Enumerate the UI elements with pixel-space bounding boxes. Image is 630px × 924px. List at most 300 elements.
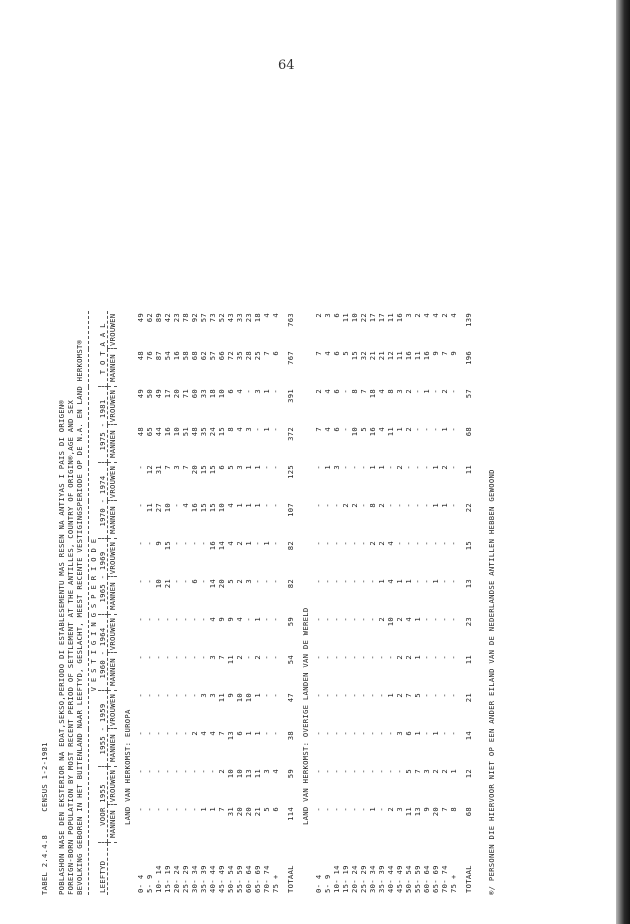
period-header: T O T A A L [98,311,108,387]
cell-value: - [440,617,449,622]
cell-value: 4 [422,313,431,318]
cell-value: 89 [154,313,163,323]
cell-value: 9 [226,693,235,698]
cell-value: - [440,693,449,698]
cell-value: 13 [413,807,422,817]
cell-value: 2 [413,313,422,318]
cell-value: 1 [386,693,395,698]
age-group: 50- 54 [226,865,235,893]
cell-value: 5 [226,465,235,470]
cell-value: - [377,693,386,698]
total-value: 47 [286,693,295,703]
cell-value: 28 [244,351,253,361]
cell-value: - [172,655,181,660]
cell-value: 2 [377,617,386,622]
cell-value: 10 [350,427,359,437]
cell-value: 10 [154,579,163,589]
cell-value: 4 [386,579,395,584]
age-group: 75 + [449,874,458,893]
cell-value: - [341,389,350,394]
cell-value: 24 [208,427,217,437]
table-row [350,311,359,895]
table-row [190,311,199,895]
cell-value: 2 [395,465,404,470]
cell-value: 33 [199,389,208,399]
cell-value: 2 [190,731,199,736]
cell-value: 14 [217,541,226,551]
cell-value: - [163,769,172,774]
age-group: 0- 4 [314,874,323,893]
cell-value: 10 [235,693,244,703]
cell-value: - [449,731,458,736]
cell-value: 16 [368,427,377,437]
age-group: 0- 4 [136,874,145,893]
cell-value: - [341,655,350,660]
cell-value: 4 [377,389,386,394]
cell-value: 48 [136,427,145,437]
cell-value: 1 [413,655,422,660]
cell-value: 11 [226,655,235,665]
cell-value: - [386,731,395,736]
total-value: 107 [286,503,295,517]
cell-value: - [154,807,163,812]
cell-value: 10 [172,427,181,437]
table-row [208,311,217,895]
cell-value: - [136,769,145,774]
period-header: 1975 - 1981 [98,387,108,463]
table-row [440,311,449,895]
cell-value: - [440,655,449,660]
cell-value: 3 [332,465,341,470]
census-table [88,311,473,895]
cell-value: - [368,617,377,622]
section-title: LAND VAN HERKOMST: EUROPA [123,709,132,825]
cell-value: - [253,579,262,584]
sex-header: VROUWEN [108,387,118,425]
cell-value: 1 [244,503,253,508]
cell-value: 1 [323,465,332,470]
cell-value: - [271,503,280,508]
age-group: 45- 49 [395,865,404,893]
cell-value: - [314,807,323,812]
cell-value: - [181,541,190,546]
cell-value: 20 [217,579,226,589]
cell-value: 1 [449,769,458,774]
cell-value: 10 [226,769,235,779]
cell-value: 16 [208,541,217,551]
cell-value: - [323,503,332,508]
table-row [172,311,181,895]
cell-value: - [341,769,350,774]
cell-value: 4 [235,389,244,394]
cell-value: - [422,427,431,432]
cell-value: - [172,807,181,812]
cell-value: - [359,503,368,508]
cell-value: 7 [440,807,449,812]
cell-value: - [332,541,341,546]
cell-value: - [359,655,368,660]
cell-value: - [323,617,332,622]
cell-value: - [323,655,332,660]
table-row [154,311,163,895]
cell-value: - [163,693,172,698]
cell-value: 11 [395,351,404,361]
age-group: 15- 19 [341,865,350,893]
cell-value: 22 [359,313,368,323]
cell-value: 4 [449,313,458,318]
age-group: 65- 69 [253,865,262,893]
total-value: 68 [464,807,473,817]
period-header: VOOR 1955 [98,767,108,843]
cell-value: - [449,693,458,698]
cell-value: 2 [253,655,262,660]
cell-value: 8 [350,389,359,394]
title-dutch: BEVOLKING GEBOREN IN HET BUITENLAND NAAR LEEFTYD, GESLACHT, MEEST RECENTE VESTIGINGSPERIODE OP DE N.A. EN LAND HERKOMST® [75,339,84,895]
cell-value: 16 [395,313,404,323]
table-row [422,311,431,895]
cell-value: 1 [404,579,413,584]
sex-header: MANNEN [108,349,118,387]
cell-value: - [359,693,368,698]
period-header: 1970 - 1974 [98,463,108,539]
cell-value: - [386,465,395,470]
cell-value: - [332,731,341,736]
cell-value: - [154,655,163,660]
cell-value: 7 [217,731,226,736]
cell-value: 6 [271,807,280,812]
cell-value: 2 [235,655,244,660]
cell-value: 13 [226,731,235,741]
cell-value: - [172,579,181,584]
cell-value: 1 [253,693,262,698]
cell-value: - [314,655,323,660]
rotated-table-page [40,175,560,895]
cell-value: - [413,541,422,546]
cell-value: - [190,693,199,698]
cell-value: - [136,541,145,546]
cell-value: - [181,655,190,660]
cell-value: 49 [136,313,145,323]
cell-value: 78 [181,313,190,323]
cell-value: 25 [253,351,262,361]
age-group: 40- 44 [386,865,395,893]
cell-value: - [431,389,440,394]
cell-value: 3 [199,693,208,698]
age-group: 60- 64 [422,865,431,893]
cell-value: - [190,807,199,812]
cell-value: - [181,807,190,812]
cell-value: - [341,541,350,546]
cell-value: 1 [253,503,262,508]
age-group: 25- 29 [359,865,368,893]
cell-value: - [413,503,422,508]
total-value: 372 [286,427,295,441]
total-value: 767 [286,351,295,365]
age-group: 40- 44 [208,865,217,893]
cell-value: 35 [235,351,244,361]
cell-value: 57 [208,351,217,361]
cell-value: 1 [199,807,208,812]
title-papiamentu: POBLASHON NASE DEN EKSTERIOR NA EDAT,SEKSO,PERIODO DI ESTABLESEMENTU MAS RESEN NA ANTIYAS I PAIS DI ORIGEN® [57,399,66,895]
cell-value: - [350,693,359,698]
cell-value: - [368,579,377,584]
cell-value: - [244,617,253,622]
cell-value: - [359,579,368,584]
cell-value: 2 [377,541,386,546]
table-row [359,311,368,895]
cell-value: 3 [208,693,217,698]
cell-value: - [154,693,163,698]
table-row [323,311,332,895]
age-group: 10- 14 [332,865,341,893]
cell-value: 16 [422,351,431,361]
cell-value: 15 [208,465,217,475]
page-number: 64 [278,58,295,73]
cell-value: - [181,617,190,622]
cell-value: 51 [181,427,190,437]
table-row [314,311,323,895]
cell-value: - [350,655,359,660]
cell-value: - [262,617,271,622]
cell-value: - [199,579,208,584]
cell-value: 17 [377,313,386,323]
total-value: 763 [286,313,295,327]
cell-value: 9 [226,617,235,622]
cell-value: 48 [190,427,199,437]
total-value: 15 [464,541,473,551]
cell-value: 16 [404,351,413,361]
cell-value: - [395,541,404,546]
total-value: 13 [464,579,473,589]
cell-value: 9 [154,541,163,546]
table-row [226,311,235,895]
cell-value: - [350,579,359,584]
cell-value: 15 [199,465,208,475]
cell-value: 92 [190,313,199,323]
cell-value: - [422,731,431,736]
table-header [40,175,84,895]
age-group: 20- 24 [350,865,359,893]
cell-value: 15 [208,503,217,513]
total-value: 59 [286,769,295,779]
cell-value: 2 [404,389,413,394]
cell-value: 2 [395,655,404,660]
sex-header: MANNEN [108,501,118,539]
cell-value: - [314,465,323,470]
cell-value: 2 [440,313,449,318]
cell-value: 6 [404,731,413,736]
cell-value: 5 [413,693,422,698]
cell-value: - [422,541,431,546]
cell-value: - [271,427,280,432]
cell-value: - [332,655,341,660]
cell-value: - [253,427,262,432]
total-value: 21 [464,693,473,703]
cell-value: - [136,655,145,660]
period-header: 1960 - 1964 [98,615,108,691]
cell-value: - [136,693,145,698]
cell-value: 1 [244,465,253,470]
cell-value: - [350,617,359,622]
cell-value: 1 [262,389,271,394]
cell-value: 20 [235,807,244,817]
cell-value: 21 [253,807,262,817]
cell-value: - [262,465,271,470]
cell-value: - [181,579,190,584]
age-header: LEEFTYD [98,860,107,893]
sex-header: VROUWEN [108,615,118,653]
total-value: 82 [286,541,295,551]
table-row [262,311,271,895]
cell-value: 7 [413,769,422,774]
cell-value: - [404,503,413,508]
cell-value: - [341,465,350,470]
cell-value: 7 [404,693,413,698]
cell-value: 20 [244,807,253,817]
cell-value: - [271,655,280,660]
cell-value: 8 [386,389,395,394]
cell-value: 4 [208,617,217,622]
cell-value: - [199,655,208,660]
cell-value: - [350,465,359,470]
cell-value: 7 [217,655,226,660]
cell-value: 4 [323,427,332,432]
cell-value: 50 [145,389,154,399]
cell-value: - [350,807,359,812]
cell-value: 23 [244,313,253,323]
cell-value: - [136,807,145,812]
cell-value: - [413,427,422,432]
sex-header: MANNEN [108,653,118,691]
age-group: 45- 49 [217,865,226,893]
cell-value: 2 [341,503,350,508]
cell-value: - [377,769,386,774]
cell-value: - [262,655,271,660]
cell-value: 66 [217,351,226,361]
total-value: 82 [286,579,295,589]
age-group: 15- 19 [163,865,172,893]
cell-value: - [440,579,449,584]
cell-value: - [271,465,280,470]
cell-value: 1 [395,427,404,432]
cell-value: - [449,503,458,508]
table-row [395,311,404,895]
cell-value: 58 [181,351,190,361]
period-header: 1955 - 1959 [98,691,108,767]
sex-header: VROUWEN [108,463,118,501]
cell-value: 2 [431,769,440,774]
cell-value: 7 [181,465,190,470]
total-row [458,311,473,895]
cell-value: 49 [136,389,145,399]
cell-value: 7 [163,465,172,470]
cell-value: - [449,617,458,622]
cell-value: - [145,693,154,698]
cell-value: 73 [208,313,217,323]
total-value: 11 [464,465,473,475]
cell-value: 52 [217,313,226,323]
cell-value: 15 [163,541,172,551]
cell-value: - [359,617,368,622]
sex-header: MANNEN [108,425,118,463]
cell-value: 10 [244,693,253,703]
cell-value: 3 [323,313,332,318]
cell-value: - [172,769,181,774]
cell-value: 6 [332,313,341,318]
cell-value: 20 [172,389,181,399]
cell-value: - [190,541,199,546]
cell-value: - [413,465,422,470]
cell-value: 4 [431,313,440,318]
cell-value: 15 [217,427,226,437]
cell-value: 6 [332,427,341,432]
cell-value: 31 [154,465,163,475]
table-id: TABEL 2.4.4.8 [40,834,49,895]
cell-value: 6 [332,351,341,356]
total-label: TOTAAL [464,865,473,893]
cell-value: 2 [386,807,395,812]
cell-value: - [341,731,350,736]
cell-value: 13 [244,769,253,779]
cell-value: - [181,731,190,736]
cell-value: 68 [190,351,199,361]
cell-value: 65 [145,427,154,437]
cell-value: 1 [262,541,271,546]
cell-value: 10 [386,617,395,627]
cell-value: - [440,541,449,546]
cell-value: - [431,617,440,622]
cell-value: 21 [377,351,386,361]
cell-value: - [332,503,341,508]
cell-value: - [386,769,395,774]
cell-value: 3 [208,655,217,660]
cell-value: 2 [440,465,449,470]
cell-value: - [253,541,262,546]
cell-value: 11 [386,313,395,323]
cell-value: 4 [199,731,208,736]
cell-value: - [136,503,145,508]
cell-value: 3 [422,769,431,774]
cell-value: 4 [404,617,413,622]
cell-value: 7 [217,807,226,812]
cell-value: - [341,427,350,432]
cell-value: - [271,617,280,622]
cell-value: - [332,693,341,698]
table-row [332,311,341,895]
cell-value: 1 [440,503,449,508]
cell-value: 1 [208,807,217,812]
cell-value: - [172,731,181,736]
cell-value: - [422,465,431,470]
title-english: FOREIGN-BORN POPULATION BY MOST RECENT PERIOD OF SETTLEMENT AT THE ANTILLES, COUNTRY OF ORIGIN®,AGE AND SEX [66,399,75,895]
cell-value: 7 [440,351,449,356]
cell-value: 4 [181,503,190,508]
spanning-header: V E S T I G I N G S P E R I O D E [89,538,98,692]
total-value: 23 [464,617,473,627]
cell-value: - [377,655,386,660]
table-row [136,311,145,895]
total-value: 114 [286,807,295,821]
cell-value: 20 [431,807,440,817]
cell-value: 49 [154,389,163,399]
age-group: 55- 59 [235,865,244,893]
total-value: 14 [464,731,473,741]
cell-value: 2 [440,769,449,774]
cell-value: - [172,617,181,622]
cell-value: - [350,769,359,774]
cell-value: 4 [271,769,280,774]
cell-value: - [341,617,350,622]
